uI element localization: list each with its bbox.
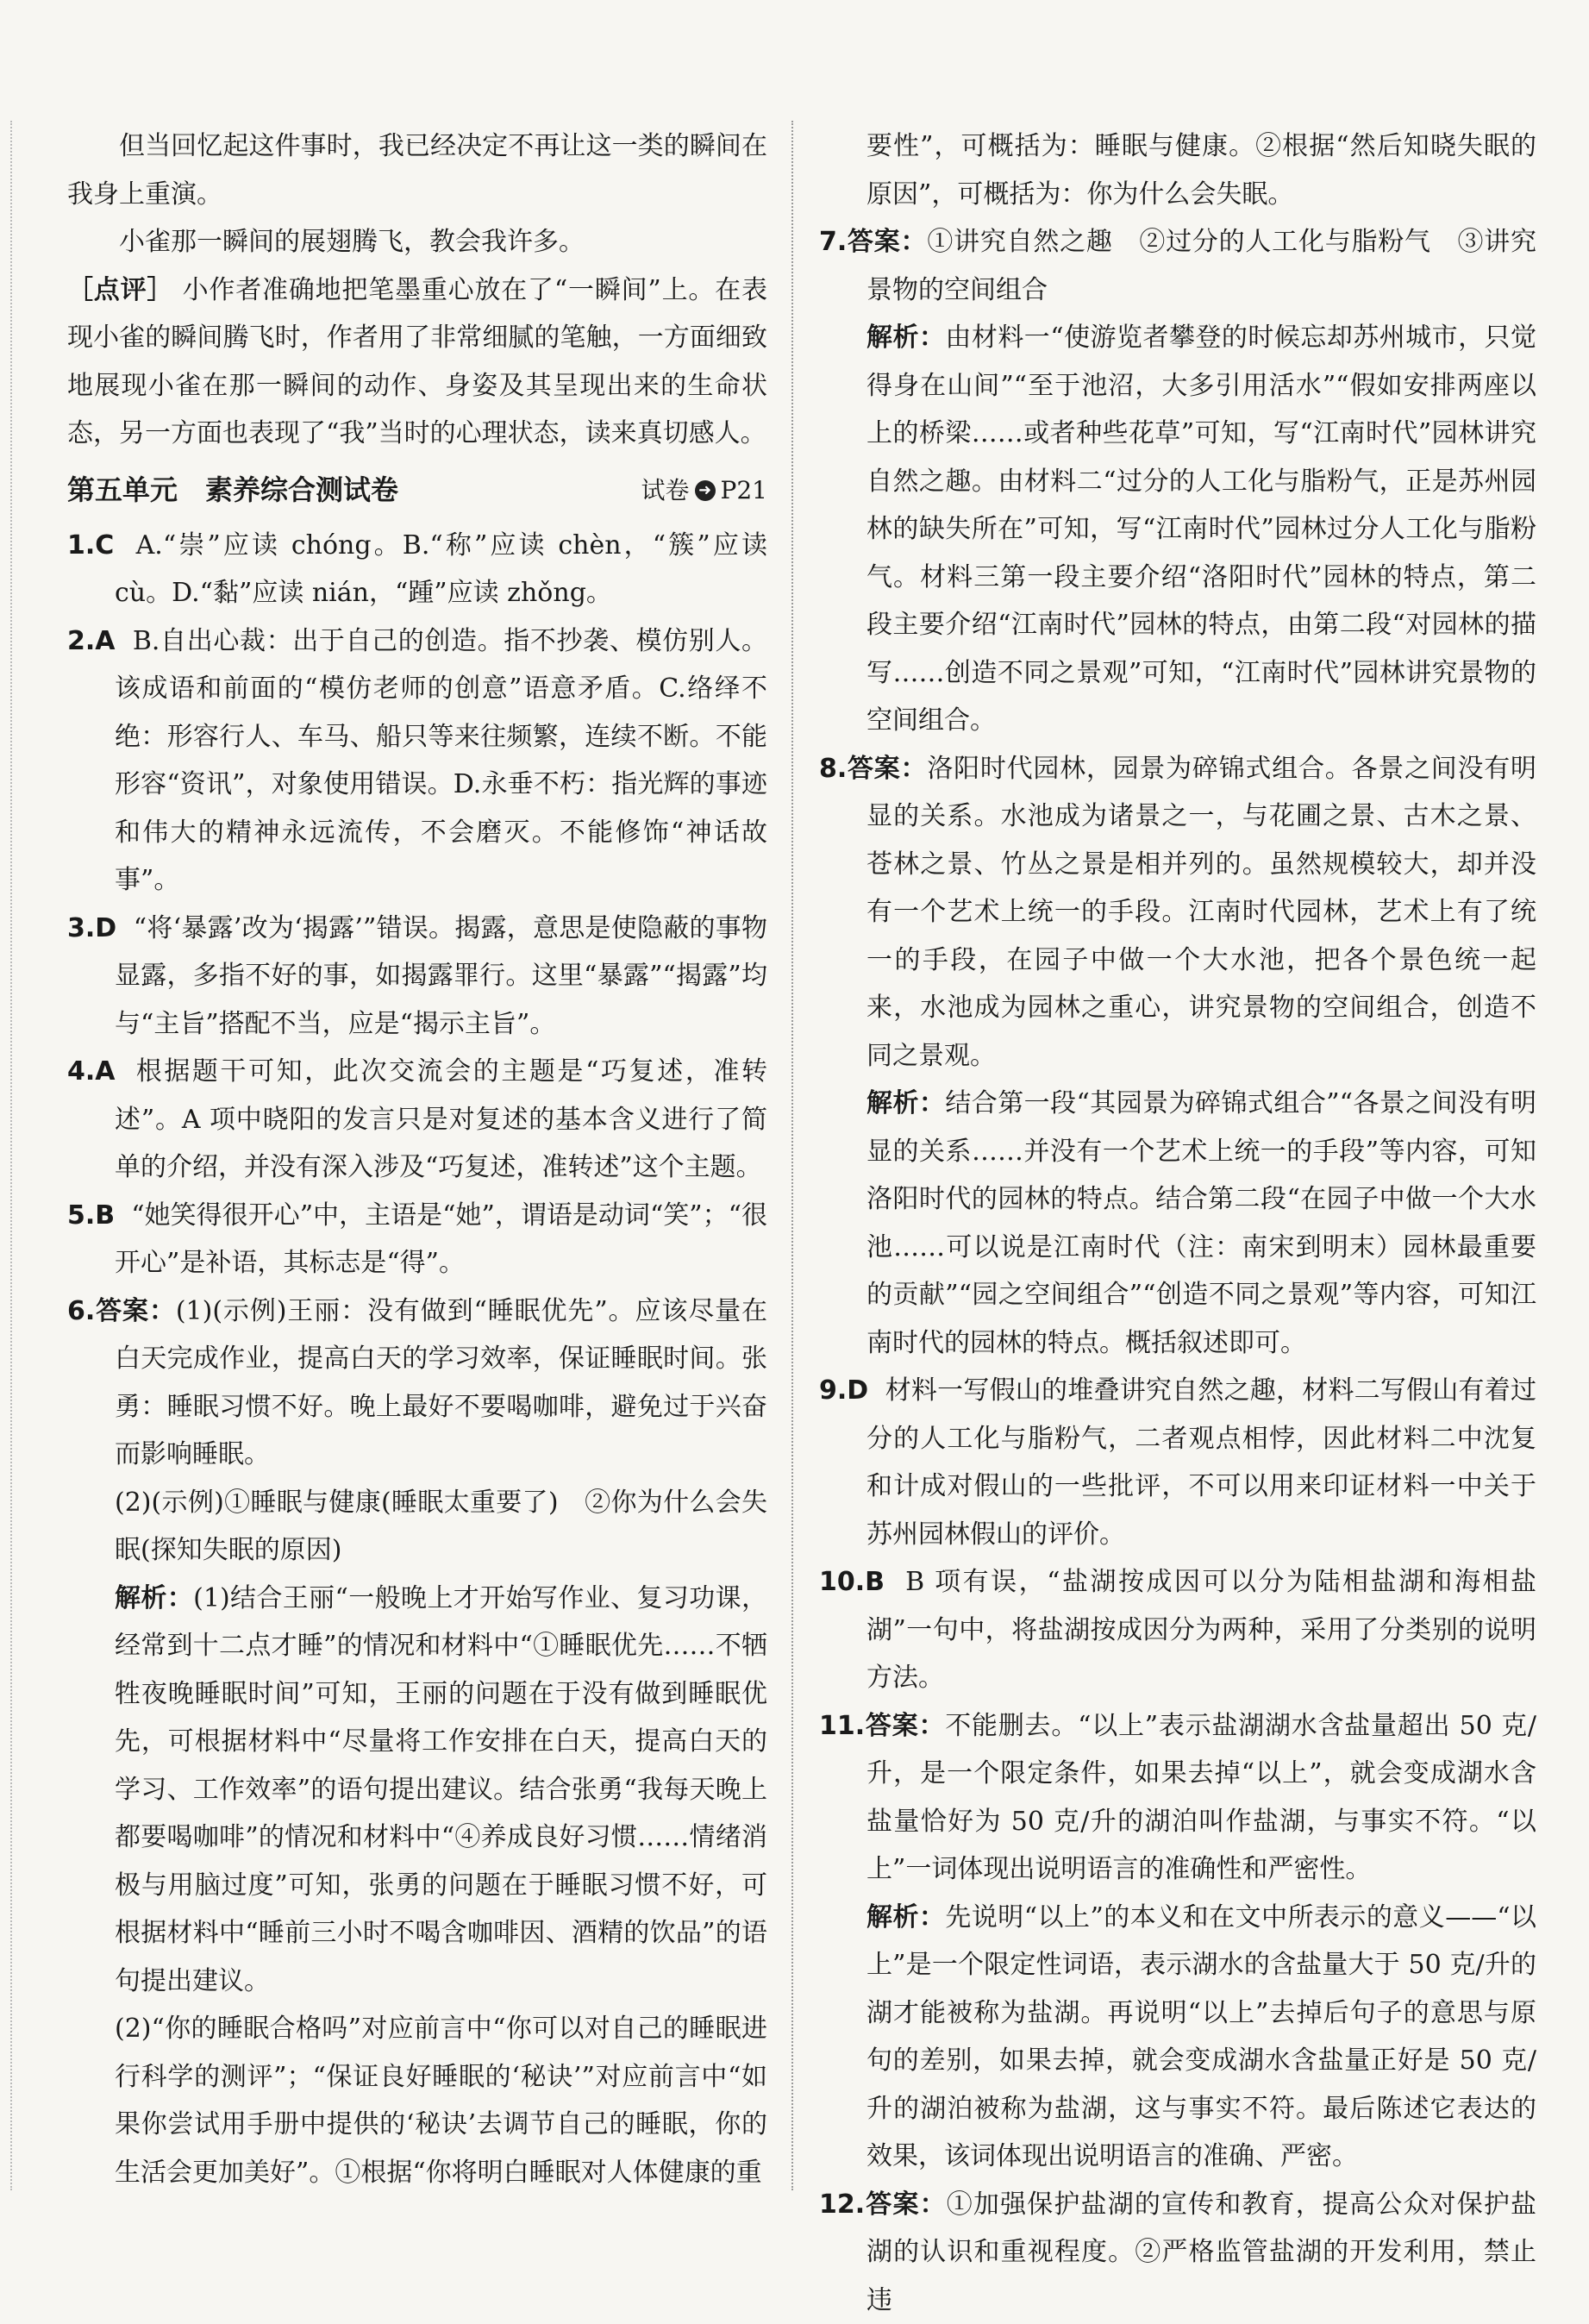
answer-text: 洛阳时代园林，园景为碎锦式组合。各景之间没有明显的关系。水池成为诸景之一，与花圃之景、古木之景、苍林之景、竹丛之景是相并列的。虽然规模较大，却并没有一个艺术上统一的手段。江南时代园林，艺术上有了统一的手段，在园子中做一个大水池，把各个景色统一起来，水池成为园林之重心，讲究景物的空间组合，创造不同之景观。	[866, 754, 1536, 1071]
analysis-item-6-part2: (2)“你的睡眠合格吗”对应前言中“你可以对自己的睡眠进行科学的测评”；“保证良好睡眠的‘秘诀’”对应前言中“如果你尝试用手册中提供的‘秘诀’去调节自己的睡眠，你的生活会更加美好”。①根据“你将明白睡眠对人体健康的重	[67, 2005, 767, 2196]
analysis-label: 解析：	[115, 1583, 193, 1613]
item-text: 根据题干可知，此次交流会的主题是“巧复述，准转述”。A 项中晓阳的发言只是对复述的基本含义进行了简单的介绍，并没有深入涉及“巧复述，准转述”这个主题。	[115, 1056, 767, 1182]
item-number: 4.A	[67, 1056, 116, 1087]
section-ref-prefix: 试卷	[641, 467, 690, 515]
analysis-label: 解析：	[866, 323, 945, 353]
analysis-text: (1)结合王丽“一般晚上才开始写作业、复习功课，经常到十二点才睡”的情况和材料中“①睡眠优先……不牺牲夜晚睡眠时间”可知，王丽的问题在于没有做到睡眠优先，可根据材料中“尽量将工作安排在白天，提高白天的学习、工作效率”的语句提出建议。结合张勇“我每天晚上都要喝咖啡”的情况和材料中“④养成良好习惯……情绪消极与用脑过度”可知，张勇的问题在于睡眠习惯不好，可根据材料中“睡前三小时不喝含咖啡因、酒精的饮品”的语句提出建议。	[115, 1583, 767, 1996]
answer-label: 答案：	[865, 1711, 945, 1741]
item-text: “将‘暴露’改为‘揭露’”错误。揭露，意思是使隐蔽的事物显露，多指不好的事，如揭露罪行。这里“暴露”“揭露”均与“主旨”搭配不当，应是“揭示主旨”。	[115, 913, 767, 1039]
analysis-item-6	[67, 1575, 767, 2006]
comment-block	[67, 266, 767, 458]
right-column	[819, 122, 1536, 2324]
answer-item-6-part2: (2)(示例)①睡眠与健康(睡眠太重要了) ②你为什么会失眠(探知失眠的原因)	[67, 1479, 767, 1575]
answer-label: 答案：	[95, 1296, 176, 1326]
item-number: 2.A	[67, 626, 116, 656]
answer-item-6	[67, 1287, 767, 1479]
comment-text: 小作者准确地把笔墨重心放在了“一瞬间”上。在表现小雀的瞬间腾飞时，作者用了非常细腻的笔触，一方面细致地展现小雀在那一瞬间的动作、身姿及其呈现出来的生命状态，另一方面也表现了“我”当时的心理状态，读来真切感人。	[67, 275, 767, 449]
section-header	[67, 465, 767, 517]
answer-text: ①讲究自然之趣 ②过分的人工化与脂粉气 ③讲究景物的空间组合	[866, 227, 1536, 305]
analysis-label: 解析：	[866, 1902, 945, 1932]
left-edge-dots	[10, 121, 12, 2190]
item-text: B.自出心裁：出于自己的创造。指不抄袭、模仿别人。该成语和前面的“模仿老师的创意”语意矛盾。C.络绎不绝：形容行人、车马、船只等来往频繁，连续不断。不能形容“资讯”，对象使用错误。D.永垂不朽：指光辉的事迹和伟大的精神永远流传，不会磨灭。不能修饰“神话故事”。	[115, 626, 767, 896]
answer-item-3	[67, 905, 767, 1049]
answer-item-10	[819, 1558, 1536, 1702]
analysis-item-11	[819, 1894, 1536, 2181]
item-number: 11.	[819, 1711, 865, 1741]
answer-item-12	[819, 2181, 1536, 2324]
answer-item-8	[819, 745, 1536, 1081]
section-title: 第五单元 素养综合测试卷	[67, 467, 398, 515]
item-text: A.“崇”应读 chóng。B.“称”应读 chèn，“簇”应读 cù。D.“黏”应读 nián，“踵”应读 zhǒng。	[115, 530, 767, 609]
answer-label: 答案：	[847, 227, 927, 257]
item-number: 8.	[819, 754, 847, 784]
analysis-text: 结合第一段“其园景为碎锦式组合”“各景之间没有明显的关系……并没有一个艺术上统一的手段”等内容，可知洛阳时代的园林的特点。结合第二段“在园子中做一个大水池……可以说是江南时代（注：南宋到明末）园林最重要的贡献”“园之空间组合”“创造不同之景观”等内容，可知江南时代的园林的特点。概括叙述即可。	[866, 1088, 1536, 1358]
answer-item-9	[819, 1367, 1536, 1558]
item-number: 6.	[67, 1296, 95, 1326]
item-number: 3.D	[67, 913, 116, 943]
section-ref	[641, 467, 767, 515]
answer-item-4	[67, 1048, 767, 1192]
analysis-text: 由材料一“使游览者攀登的时候忘却苏州城市，只觉得身在山间”“至于池沼，大多引用活水”“假如安排两座以上的桥梁……或者种些花草”可知，写“江南时代”园林讲究自然之趣。由材料二“过分的人工化与脂粉气，正是苏州园林的缺失所在”可知，写“江南时代”园林过分人工化与脂粉气。材料三第一段主要介绍“洛阳时代”园林的特点，第二段主要介绍“江南时代”园林的特点，由第二段“对园林的描写……创造不同之景观”可知，“江南时代”园林讲究景物的空间组合。	[866, 323, 1536, 736]
answer-label: 答案：	[847, 754, 927, 784]
answer-text: 不能删去。“以上”表示盐湖湖水含盐量超出 50 克/升，是一个限定条件，如果去掉“以上”，就会变成湖水含盐量恰好为 50 克/升的湖泊叫作盐湖，与事实不符。“以上”一词体现出说明语言的准确性和严密性。	[866, 1711, 1536, 1885]
item-text: “她笑得很开心”中，主语是“她”，谓语是动词“笑”；“很开心”是补语，其标志是“得”。	[115, 1200, 767, 1279]
analysis-item-8	[819, 1080, 1536, 1367]
column-divider	[791, 121, 793, 2190]
item-number: 12.	[819, 2189, 865, 2220]
analysis-label: 解析：	[866, 1088, 945, 1118]
answer-text: (1)(示例)王丽：没有做到“睡眠优先”。应该尽量在白天完成作业，提高白天的学习效率，保证睡眠时间。张勇：睡眠习惯不好。晚上最好不要喝咖啡，避免过于兴奋而影响睡眠。	[115, 1296, 767, 1470]
item-number: 10.B	[819, 1567, 885, 1597]
item-number: 5.B	[67, 1200, 115, 1231]
answer-item-2	[67, 617, 767, 905]
answer-item-7	[819, 218, 1536, 314]
item-number: 9.D	[819, 1375, 868, 1406]
answer-item-5	[67, 1192, 767, 1287]
continuation-text: 要性”，可概括为：睡眠与健康。②根据“然后知晓失眠的原因”，可概括为：你为什么会失眠。	[819, 122, 1536, 218]
analysis-text: 先说明“以上”的本义和在文中所表示的意义——“以上”是一个限定性词语，表示湖水的含盐量大于 50 克/升的湖才能被称为盐湖。再说明“以上”去掉后句子的意思与原句的差别，如果去掉，就会变成湖水含盐量正好是 50 克/升的湖泊被称为盐湖，这与事实不符。最后陈述它表达的效果，该词体现出说明语言的准确、严密。	[866, 1902, 1536, 2172]
item-number: 7.	[819, 227, 847, 257]
section-ref-page: P21	[721, 467, 767, 515]
answer-text: ①加强保护盐湖的宣传和教育，提高公众对保护盐湖的认识和重视程度。②严格监管盐湖的开发利用，禁止违	[866, 2189, 1536, 2315]
answer-label: 答案：	[865, 2189, 947, 2220]
item-text: 材料一写假山的堆叠讲究自然之趣，材料二写假山有着过分的人工化与脂粉气，二者观点相悖，因此材料二中沈复和计成对假山的一些批评，不可以用来印证材料一中关于苏州园林假山的评价。	[866, 1375, 1536, 1550]
essay-paragraph-2: 小雀那一瞬间的展翅腾飞，教会我许多。	[67, 218, 767, 266]
comment-label: ［点评］	[67, 275, 173, 305]
answer-item-1	[67, 522, 767, 617]
item-text: B 项有误，“盐湖按成因可以分为陆相盐湖和海相盐湖”一句中，将盐湖按成因分为两种，采用了分类别的说明方法。	[866, 1567, 1536, 1693]
left-column	[67, 122, 767, 2196]
item-number: 1.C	[67, 530, 114, 561]
analysis-item-7	[819, 314, 1536, 745]
arrow-right-icon: ➜	[695, 480, 716, 501]
answer-item-11	[819, 1702, 1536, 1894]
essay-paragraph-1: 但当回忆起这件事时，我已经决定不再让这一类的瞬间在我身上重演。	[67, 122, 767, 218]
